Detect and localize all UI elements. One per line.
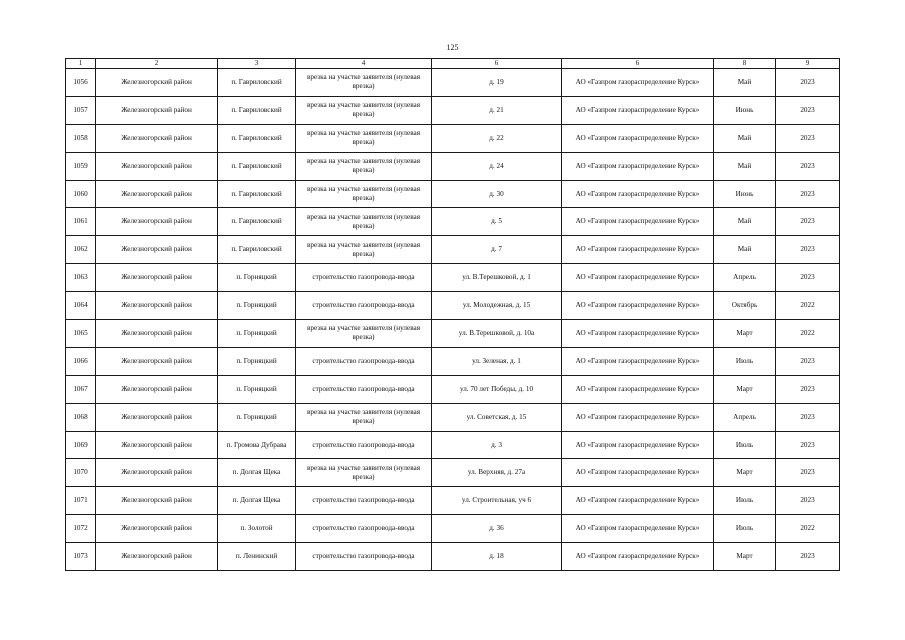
column-header: 2 (96, 59, 218, 69)
year-cell: 2023 (776, 124, 840, 152)
organization-cell: АО «Газпром газораспределение Курск» (562, 543, 714, 571)
table-row (66, 515, 840, 543)
month-cell: Май (714, 69, 776, 97)
address-cell: ул. 70 лет Победы, д. 10 (432, 375, 562, 403)
district-cell: Железногорский район (96, 264, 218, 292)
district-cell: Железногорский район (96, 180, 218, 208)
address-cell: ул. В.Терешковой, д. 10а (432, 320, 562, 348)
address-cell: ул. Молодежная, д. 15 (432, 292, 562, 320)
column-header: 4 (296, 59, 432, 69)
table-row (66, 543, 840, 571)
settlement-cell: п. Долгая Щека (218, 487, 296, 515)
district-cell: Железногорский район (96, 543, 218, 571)
settlement-cell: п. Горняцкий (218, 403, 296, 431)
work-type-cell: врезка на участке заявителя (нулевая врезка) (296, 124, 432, 152)
row-number-cell: 1058 (66, 124, 96, 152)
table-row (66, 236, 840, 264)
row-number-cell: 1067 (66, 375, 96, 403)
year-cell: 2023 (776, 403, 840, 431)
district-cell: Железногорский район (96, 152, 218, 180)
work-type-cell: строительство газопровода-ввода (296, 347, 432, 375)
month-cell: Май (714, 236, 776, 264)
district-cell: Железногорский район (96, 69, 218, 97)
organization-cell: АО «Газпром газораспределение Курск» (562, 459, 714, 487)
year-cell: 2023 (776, 431, 840, 459)
settlement-cell: п. Гавриловский (218, 124, 296, 152)
work-type-cell: врезка на участке заявителя (нулевая врезка) (296, 69, 432, 97)
year-cell: 2023 (776, 264, 840, 292)
settlement-cell: п. Золотой (218, 515, 296, 543)
table-header (66, 59, 840, 69)
table-row (66, 459, 840, 487)
district-cell: Железногорский район (96, 292, 218, 320)
month-cell: Октябрь (714, 292, 776, 320)
table-row (66, 487, 840, 515)
settlement-cell: п. Гавриловский (218, 236, 296, 264)
work-type-cell: врезка на участке заявителя (нулевая врезка) (296, 403, 432, 431)
table-body (66, 69, 840, 571)
row-number-cell: 1063 (66, 264, 96, 292)
table-row (66, 208, 840, 236)
address-cell: д. 5 (432, 208, 562, 236)
row-number-cell: 1059 (66, 152, 96, 180)
month-cell: Июль (714, 515, 776, 543)
work-type-cell: врезка на участке заявителя (нулевая врезка) (296, 96, 432, 124)
month-cell: Май (714, 124, 776, 152)
address-cell: д. 24 (432, 152, 562, 180)
row-number-cell: 1071 (66, 487, 96, 515)
address-cell: д. 36 (432, 515, 562, 543)
settlement-cell: п. Горняцкий (218, 375, 296, 403)
settlement-cell: п. Гавриловский (218, 69, 296, 97)
district-cell: Железногорский район (96, 459, 218, 487)
year-cell: 2023 (776, 459, 840, 487)
address-cell: д. 7 (432, 236, 562, 264)
month-cell: Март (714, 459, 776, 487)
organization-cell: АО «Газпром газораспределение Курск» (562, 152, 714, 180)
column-header: 8 (714, 59, 776, 69)
table-row (66, 347, 840, 375)
row-number-cell: 1061 (66, 208, 96, 236)
year-cell: 2023 (776, 152, 840, 180)
table-row (66, 96, 840, 124)
table-row (66, 124, 840, 152)
district-cell: Железногорский район (96, 515, 218, 543)
address-cell: ул. Советская, д. 15 (432, 403, 562, 431)
row-number-cell: 1070 (66, 459, 96, 487)
district-cell: Железногорский район (96, 96, 218, 124)
month-cell: Апрель (714, 264, 776, 292)
address-cell: ул. Верхняя, д. 27а (432, 459, 562, 487)
work-type-cell: строительство газопровода-ввода (296, 543, 432, 571)
settlement-cell: п. Гавриловский (218, 152, 296, 180)
table-row (66, 375, 840, 403)
row-number-cell: 1057 (66, 96, 96, 124)
year-cell: 2023 (776, 543, 840, 571)
month-cell: Июль (714, 431, 776, 459)
month-cell: Май (714, 152, 776, 180)
settlement-cell: п. Горняцкий (218, 292, 296, 320)
address-cell: д. 30 (432, 180, 562, 208)
organization-cell: АО «Газпром газораспределение Курск» (562, 124, 714, 152)
district-cell: Железногорский район (96, 431, 218, 459)
row-number-cell: 1064 (66, 292, 96, 320)
organization-cell: АО «Газпром газораспределение Курск» (562, 375, 714, 403)
column-header: 6 (432, 59, 562, 69)
organization-cell: АО «Газпром газораспределение Курск» (562, 69, 714, 97)
year-cell: 2023 (776, 180, 840, 208)
organization-cell: АО «Газпром газораспределение Курск» (562, 487, 714, 515)
address-cell: д. 22 (432, 124, 562, 152)
table-row (66, 264, 840, 292)
row-number-cell: 1069 (66, 431, 96, 459)
settlement-cell: п. Горняцкий (218, 347, 296, 375)
work-type-cell: строительство газопровода-ввода (296, 292, 432, 320)
work-type-cell: строительство газопровода-ввода (296, 431, 432, 459)
district-cell: Железногорский район (96, 208, 218, 236)
organization-cell: АО «Газпром газораспределение Курск» (562, 264, 714, 292)
organization-cell: АО «Газпром газораспределение Курск» (562, 236, 714, 264)
organization-cell: АО «Газпром газораспределение Курск» (562, 320, 714, 348)
column-header: 1 (66, 59, 96, 69)
month-cell: Июнь (714, 180, 776, 208)
column-header: 3 (218, 59, 296, 69)
table-row (66, 403, 840, 431)
year-cell: 2023 (776, 208, 840, 236)
settlement-cell: п. Гавриловский (218, 208, 296, 236)
row-number-cell: 1072 (66, 515, 96, 543)
row-number-cell: 1068 (66, 403, 96, 431)
settlement-cell: п. Гавриловский (218, 180, 296, 208)
year-cell: 2022 (776, 320, 840, 348)
settlement-cell: п. Горняцкий (218, 264, 296, 292)
table-row (66, 69, 840, 97)
settlement-cell: п. Громова Дубрава (218, 431, 296, 459)
month-cell: Март (714, 320, 776, 348)
address-cell: ул. Строительная, уч 6 (432, 487, 562, 515)
year-cell: 2023 (776, 69, 840, 97)
month-cell: Июль (714, 487, 776, 515)
settlement-cell: п. Горняцкий (218, 320, 296, 348)
year-cell: 2023 (776, 96, 840, 124)
organization-cell: АО «Газпром газораспределение Курск» (562, 515, 714, 543)
work-type-cell: врезка на участке заявителя (нулевая врезка) (296, 320, 432, 348)
year-cell: 2022 (776, 515, 840, 543)
settlement-cell: п. Ленинский (218, 543, 296, 571)
organization-cell: АО «Газпром газораспределение Курск» (562, 292, 714, 320)
address-cell: д. 21 (432, 96, 562, 124)
district-cell: Железногорский район (96, 320, 218, 348)
month-cell: Март (714, 375, 776, 403)
row-number-cell: 1060 (66, 180, 96, 208)
settlement-cell: п. Гавриловский (218, 96, 296, 124)
work-type-cell: строительство газопровода-ввода (296, 487, 432, 515)
year-cell: 2023 (776, 347, 840, 375)
work-type-cell: строительство газопровода-ввода (296, 264, 432, 292)
header-row (66, 59, 840, 69)
table-row (66, 152, 840, 180)
work-type-cell: врезка на участке заявителя (нулевая врезка) (296, 208, 432, 236)
work-type-cell: врезка на участке заявителя (нулевая врезка) (296, 459, 432, 487)
month-cell: Июль (714, 347, 776, 375)
work-type-cell: врезка на участке заявителя (нулевая врезка) (296, 236, 432, 264)
address-cell: д. 19 (432, 69, 562, 97)
table-row (66, 431, 840, 459)
row-number-cell: 1065 (66, 320, 96, 348)
month-cell: Апрель (714, 403, 776, 431)
gasification-schedule-table (65, 58, 840, 571)
work-type-cell: врезка на участке заявителя (нулевая врезка) (296, 180, 432, 208)
month-cell: Май (714, 208, 776, 236)
row-number-cell: 1073 (66, 543, 96, 571)
table-row (66, 292, 840, 320)
organization-cell: АО «Газпром газораспределение Курск» (562, 208, 714, 236)
year-cell: 2022 (776, 292, 840, 320)
row-number-cell: 1062 (66, 236, 96, 264)
work-type-cell: строительство газопровода-ввода (296, 375, 432, 403)
row-number-cell: 1056 (66, 69, 96, 97)
month-cell: Июнь (714, 96, 776, 124)
address-cell: ул. В.Терешковой, д. 1 (432, 264, 562, 292)
district-cell: Железногорский район (96, 347, 218, 375)
district-cell: Железногорский район (96, 487, 218, 515)
month-cell: Март (714, 543, 776, 571)
organization-cell: АО «Газпром газораспределение Курск» (562, 347, 714, 375)
row-number-cell: 1066 (66, 347, 96, 375)
table-row (66, 180, 840, 208)
year-cell: 2023 (776, 375, 840, 403)
district-cell: Железногорский район (96, 236, 218, 264)
district-cell: Железногорский район (96, 124, 218, 152)
district-cell: Железногорский район (96, 375, 218, 403)
work-type-cell: строительство газопровода-ввода (296, 515, 432, 543)
address-cell: д. 3 (432, 431, 562, 459)
table-row (66, 320, 840, 348)
organization-cell: АО «Газпром газораспределение Курск» (562, 403, 714, 431)
settlement-cell: п. Долгая Щека (218, 459, 296, 487)
year-cell: 2023 (776, 487, 840, 515)
district-cell: Железногорский район (96, 403, 218, 431)
address-cell: д. 18 (432, 543, 562, 571)
page-number: 125 (446, 43, 459, 52)
year-cell: 2023 (776, 236, 840, 264)
organization-cell: АО «Газпром газораспределение Курск» (562, 431, 714, 459)
column-header: 9 (776, 59, 840, 69)
organization-cell: АО «Газпром газораспределение Курск» (562, 180, 714, 208)
work-type-cell: врезка на участке заявителя (нулевая врезка) (296, 152, 432, 180)
organization-cell: АО «Газпром газораспределение Курск» (562, 96, 714, 124)
column-header: 6 (562, 59, 714, 69)
address-cell: ул. Зеленая, д. 1 (432, 347, 562, 375)
